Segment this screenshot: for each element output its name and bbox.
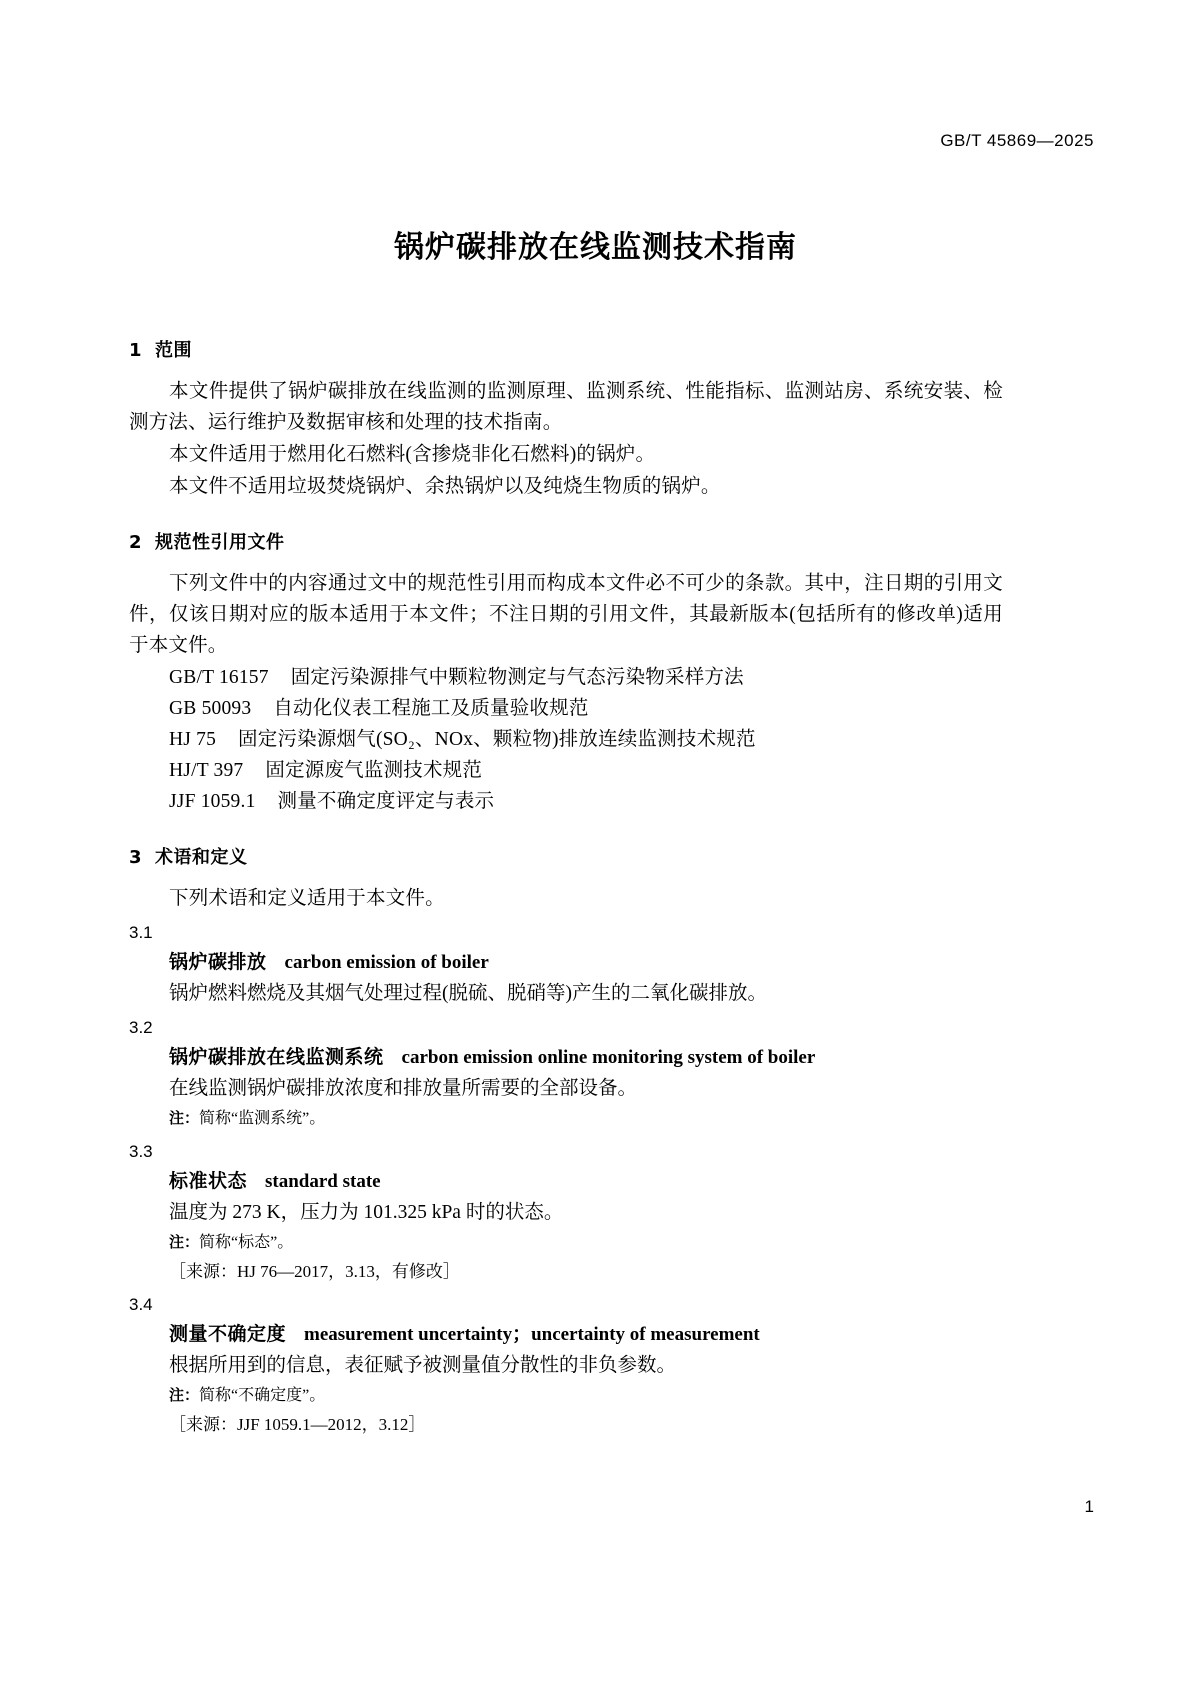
term-note [129, 1228, 1003, 1257]
reference-title: 固定源废气监测技术规范 [265, 760, 483, 781]
reference-code: GB 50093 [169, 698, 252, 719]
term-entry [129, 1166, 1003, 1197]
term-name-cn: 测量不确定度 [169, 1323, 287, 1345]
reference-code: HJ/T 397 [169, 760, 244, 781]
clause-number-3: 3 [129, 847, 143, 868]
clause-title-1: 范围 [155, 340, 192, 361]
term-source: ［来源：HJ 76—2017，3.13，有修改］ [169, 1262, 460, 1281]
term-number: 3.1 [129, 923, 153, 942]
reference-title: 固定污染源烟气(SO₂、NOx、颗粒物)排放连续监测技术规范 [238, 729, 756, 750]
term-definition: 根据所用到的信息，表征赋予被测量值分散性的非负参数。 [169, 1355, 677, 1376]
paragraph: 本文件不适用垃圾焚烧锅炉、余热锅炉以及纯烧生物质的锅炉。 [169, 476, 721, 497]
reference-code: JJF 1059.1 [169, 791, 256, 812]
term-definition: 温度为 273 K，压力为 101.325 kPa 时的状态。 [169, 1202, 564, 1223]
reference-item [129, 662, 1003, 693]
term-name-cn: 锅炉碳排放 [169, 951, 267, 973]
term-definition: 锅炉燃料燃烧及其烟气处理过程(脱硫、脱硝等)产生的二氧化碳排放。 [169, 983, 767, 1004]
reference-item [129, 724, 1003, 755]
page-number: 1 [1084, 1497, 1094, 1516]
note-text: 简称“不确定度”。 [199, 1387, 326, 1404]
reference-item [129, 786, 1003, 817]
note-label: 注： [169, 1109, 200, 1127]
clause-heading-3 [129, 843, 1003, 869]
note-text: 简称“标态”。 [199, 1234, 294, 1251]
term-definition: 在线监测锅炉碳排放浓度和排放量所需要的全部设备。 [169, 1078, 638, 1099]
reference-code: GB/T 16157 [169, 667, 269, 688]
term-entry [129, 947, 1003, 978]
reference-title: 测量不确定度评定与表示 [277, 791, 495, 812]
term-number: 3.3 [129, 1142, 153, 1161]
clause-title-2: 规范性引用文件 [155, 532, 285, 553]
term-entry [129, 1042, 1003, 1073]
note-text: 简称“监测系统”。 [199, 1110, 326, 1127]
term-note [129, 1381, 1003, 1410]
term-entry [129, 1319, 1003, 1350]
paragraph: 本文件适用于燃用化石燃料(含掺烧非化石燃料)的锅炉。 [169, 444, 656, 465]
reference-item [129, 755, 1003, 786]
note-label: 注： [169, 1233, 200, 1251]
clause-title-3: 术语和定义 [155, 847, 248, 868]
term-name-en: carbon emission online monitoring system of boiler [401, 1047, 816, 1068]
clause-heading-2 [129, 528, 1003, 554]
term-source: ［来源：JJF 1059.1—2012，3.12］ [169, 1415, 426, 1434]
reference-title: 固定污染源排气中颗粒物测定与气态污染物采样方法 [290, 667, 744, 688]
term-name-en: standard state [265, 1171, 381, 1192]
term-name-en: measurement uncertainty；uncertainty of measurement [304, 1324, 760, 1345]
reference-code: HJ 75 [169, 729, 217, 750]
reference-item [129, 693, 1003, 724]
term-number: 3.2 [129, 1018, 153, 1037]
term-number: 3.4 [129, 1295, 153, 1314]
note-label: 注： [169, 1386, 200, 1404]
term-name-cn: 标准状态 [169, 1170, 248, 1192]
page-title: 锅炉碳排放在线监测技术指南 [394, 230, 797, 265]
term-name-en: carbon emission of boiler [284, 952, 489, 973]
reference-title: 自动化仪表工程施工及质量验收规范 [273, 698, 589, 719]
paragraph: 下列术语和定义适用于本文件。 [169, 888, 445, 909]
clause-number-1: 1 [129, 340, 143, 361]
page-header-standard-code: GB/T 45869—2025 [940, 131, 1094, 150]
paragraph: 本文件提供了锅炉碳排放在线监测的监测原理、监测系统、性能指标、监测站房、系统安装、检测方法、运行维护及数据审核和处理的技术指南。 [129, 381, 1003, 433]
term-note [129, 1104, 1003, 1133]
document-body [129, 310, 1003, 1439]
clause-heading-1 [129, 336, 1003, 362]
paragraph: 下列文件中的内容通过文中的规范性引用而构成本文件必不可少的条款。其中，注日期的引用文件，仅该日期对应的版本适用于本文件；不注日期的引用文件，其最新版本(包括所有的修改单)适用于本文件。 [129, 573, 1003, 656]
clause-number-2: 2 [129, 532, 143, 553]
term-name-cn: 锅炉碳排放在线监测系统 [169, 1046, 384, 1068]
